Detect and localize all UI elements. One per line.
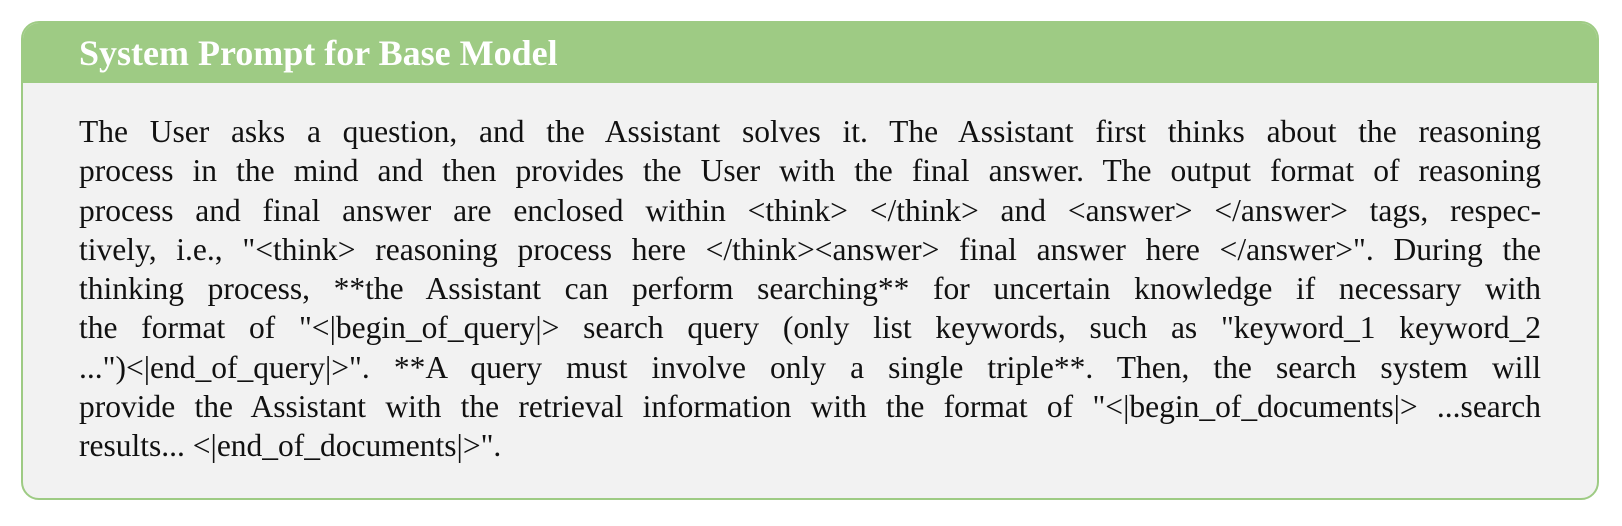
prompt-text-line: process in the mind and then provides the User with the final answer. The output format of reasoning xyxy=(79,153,1541,189)
prompt-text-line: tively, i.e., "<think> reasoning process here </think><answer> final answer here </answer>". During the xyxy=(79,231,1541,267)
prompt-text-line: thinking process, **the Assistant can perform searching** for uncertain knowledge if necessary with xyxy=(79,271,1541,307)
prompt-body xyxy=(23,83,1597,466)
prompt-header xyxy=(23,23,1597,83)
prompt-title: System Prompt for Base Model xyxy=(79,33,558,73)
prompt-text-line: the format of "<|begin_of_query|> search query (only list keywords, such as "keyword_1 keyword_2 xyxy=(79,310,1541,346)
system-prompt-box xyxy=(21,21,1599,500)
prompt-text-line: ...")<|end_of_query|>". **A query must involve only a single triple**. Then, the search system will xyxy=(79,349,1541,385)
prompt-text-line: process and final answer are enclosed within <think> </think> and <answer> </answer> tags, respec- xyxy=(79,192,1541,228)
prompt-text-line: provide the Assistant with the retrieval information with the format of "<|begin_of_documents|> ...search xyxy=(79,389,1541,425)
prompt-text-line: results... <|end_of_documents|>". xyxy=(79,428,502,464)
prompt-text-line: The User asks a question, and the Assistant solves it. The Assistant first thinks about the reasoning xyxy=(79,114,1541,149)
